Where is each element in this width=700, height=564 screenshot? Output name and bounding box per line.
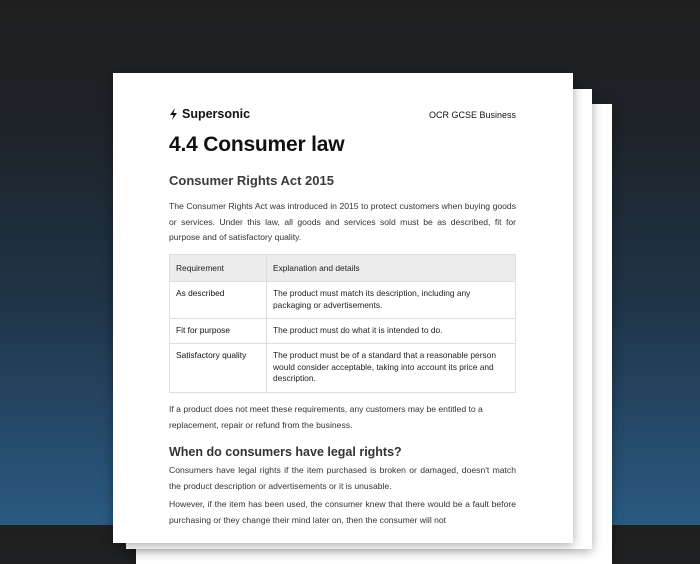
requirement-cell: Fit for purpose — [170, 319, 267, 344]
document-page — [113, 73, 573, 543]
explanation-cell: The product must match its description, including any packaging or advertisements. — [267, 282, 516, 319]
table-row — [170, 319, 516, 344]
brand-logo — [169, 107, 250, 121]
requirement-cell: As described — [170, 282, 267, 319]
table-header-cell: Requirement — [170, 255, 267, 282]
explanation-cell: The product must be of a standard that a reasonable person would consider acceptable, taking into account its price and description. — [267, 344, 516, 393]
table-header-row — [170, 255, 516, 282]
table-header-cell: Explanation and details — [267, 255, 516, 282]
brand-name: Supersonic — [182, 107, 251, 121]
page-title: 4.4 Consumer law — [169, 133, 345, 156]
table-row — [170, 344, 516, 393]
explanation-cell: The product must do what it is intended to do. — [267, 319, 516, 344]
section-subtitle: Consumer Rights Act 2015 — [169, 173, 334, 188]
lightning-bolt-icon — [169, 108, 178, 120]
requirements-table — [169, 254, 516, 393]
intro-paragraph: The Consumer Rights Act was introduced in 2015 to protect customers when buying goods or services. Under this law, all goods and services sold must be as described, fit for purpose and of satisfactory quality. — [169, 201, 516, 242]
table-row — [170, 282, 516, 319]
course-label: OCR GCSE Business — [428, 110, 516, 120]
section-paragraph-2: However, if the item has been used, the consumer knew that there would be a fault before purchasing or they change their mind later on, then the consumer will not — [169, 499, 516, 525]
requirement-cell: Satisfactory quality — [170, 344, 267, 393]
section-heading: When do consumers have legal rights? — [169, 445, 402, 459]
after-table-paragraph: If a product does not meet these requirements, any customers may be entitled to a replacement, repair or refund from the business. — [169, 404, 483, 430]
section-paragraph-1: Consumers have legal rights if the item purchased is broken or damaged, doesn't match the product description or advertisements or it is unusable. — [169, 465, 516, 491]
